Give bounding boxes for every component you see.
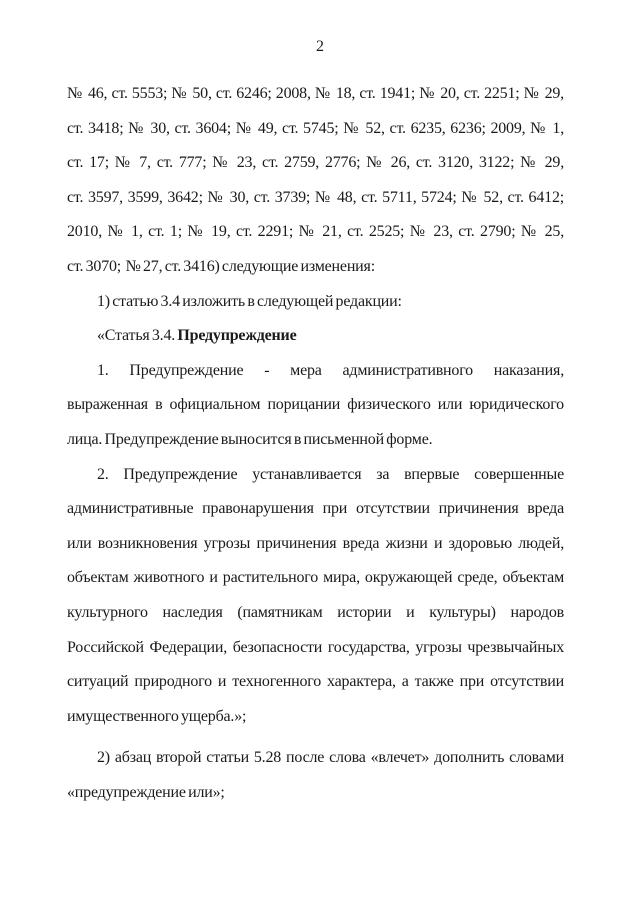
text-segment: культурного наследия (памятникам истории и культуры) народов	[67, 603, 564, 621]
text-line	[67, 596, 564, 631]
text-line	[67, 527, 564, 562]
text-segment: или возникновения угрозы причинения вреда жизни и здоровью людей,	[67, 534, 564, 552]
text-line	[67, 77, 564, 112]
text-line	[67, 388, 564, 423]
text-segment: «Статья 3.4.	[97, 327, 178, 345]
text-segment: 2010, № 1, ст. 1; № 19, ст. 2291; № 21, ст. 2525; № 23, ст. 2790; № 25,	[67, 223, 564, 241]
text-segment: имущественного ущерба.»;	[67, 707, 247, 725]
text-line	[67, 285, 564, 320]
text-segment: 2) абзац второй статьи 5.28 после слова «влечет» дополнить словами	[97, 749, 564, 767]
text-line	[67, 458, 564, 493]
text-line	[67, 631, 564, 666]
text-line	[67, 181, 564, 216]
page-number: 2	[316, 38, 324, 55]
text-line	[67, 492, 564, 527]
text-segment: 2. Предупреждение устанавливается за впервые совершенные	[97, 465, 564, 483]
text-segment: ст. 3597, 3599, 3642; № 30, ст. 3739; № 48, ст. 5711, 5724; № 52, ст. 6412;	[67, 188, 564, 206]
text-segment: ситуаций природного и техногенного характера, а также при отсутствии	[67, 673, 564, 691]
text-line	[67, 319, 564, 354]
text-segment: 1. Предупреждение - мера административного наказания,	[97, 361, 564, 379]
text-line	[67, 665, 564, 700]
bold-text-segment: Предупреждение	[177, 327, 297, 345]
text-segment: «предупреждение или»;	[67, 783, 225, 801]
text-line	[67, 146, 564, 181]
text-segment: ст. 3418; № 30, ст. 3604; № 49, ст. 5745; № 52, ст. 6235, 6236; 2009, № 1,	[67, 119, 564, 137]
text-line	[67, 112, 564, 147]
text-line	[67, 354, 564, 389]
document-content	[67, 77, 564, 810]
text-segment: № 46, ст. 5553; № 50, ст. 6246; 2008, № 18, ст. 1941; № 20, ст. 2251; № 29,	[67, 85, 564, 102]
text-segment: ст. 17; № 7, ст. 777; № 23, ст. 2759, 2776; № 26, ст. 3120, 3122; № 29,	[67, 154, 564, 172]
text-segment: Российской Федерации, безопасности государства, угрозы чрезвычайных	[67, 638, 564, 656]
text-line	[67, 700, 564, 735]
text-segment: лица. Предупреждение выносится в письменной форме.	[67, 430, 433, 448]
text-line	[67, 215, 564, 250]
text-segment: ст. 3070; № 27, ст. 3416) следующие изменения:	[67, 257, 375, 275]
text-segment: административные правонарушения при отсутствии причинения вреда	[67, 500, 564, 518]
text-line	[67, 561, 564, 596]
text-line	[67, 776, 564, 811]
text-segment: объектам животного и растительного мира, окружающей среде, объектам	[67, 569, 564, 587]
text-line	[67, 741, 564, 776]
text-line	[67, 250, 564, 285]
text-segment: 1) статью 3.4 изложить в следующей редакции:	[97, 292, 402, 310]
text-segment: выраженная в официальном порицании физического или юридического	[67, 396, 564, 414]
text-line	[67, 423, 564, 458]
